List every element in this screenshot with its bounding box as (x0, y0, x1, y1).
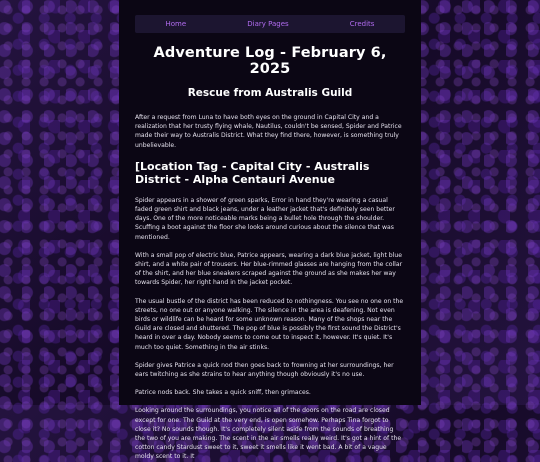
story-paragraph: With a small pop of electric blue, Patrice appears, wearing a dark blue jacket, light blue shirt, and a white pair of trousers. Her blue-rimmed glasses are hanging from the collar of the shirt, and her blue sneakers scraped against the ground as she makes her way towards Spider, her right hand in the jacket pocket. (135, 251, 403, 287)
nav-link-credits[interactable]: Credits (349, 20, 375, 28)
page-title: Adventure Log - February 6, 2025 (153, 45, 387, 77)
nav-link-diary-pages[interactable]: Diary Pages (247, 20, 289, 28)
page-subtitle: Rescue from Australis Guild (187, 87, 353, 99)
top-nav (135, 15, 405, 33)
story-paragraph: The usual bustle of the district has been reduced to nothingness. You see no one on the streets, no one out or anyone walking. The silence in the area is deafening. Not even birds or wildlife can be heard for some unknown reason. Many of the shops near the Guild are closed and shuttered. The pop of blue is possibly the first sound the District's heard in over a day. Nobody seems to come out to inspect it, however. It's quiet. It's much too quiet. Something in the air stinks. (135, 297, 404, 351)
story-paragraph: Spider gives Patrice a quick nod then goes back to frowning at her surroundings, her ears twitching as she strains to hear anything though obviously it's no use. (135, 361, 394, 379)
story-paragraph: Spider appears in a shower of green sparks, Error in hand they're wearing a casual faded green shirt and black jeans, under a leather jacket that's definitely seen better days. One of the more noticeable marks being a bullet hole through the shoulder. Scuffing a boot against the floor she looks around curious about the silence that was mentioned. (135, 196, 395, 241)
story-paragraph: Patrice nods back. She takes a quick sniff, then grimaces. (135, 389, 311, 397)
intro-paragraph: After a request from Luna to have both eyes on the ground in Capital City and a realization that her trusty flying whale, Nautilus, couldn't be sensed, Spider and Patrice made their way to Australis District. What they find there, however, is something truly unbelievable. (135, 114, 402, 149)
location-tag-heading: [Location Tag - Capital City - Australis District - Alpha Centauri Avenue (135, 159, 370, 186)
story-paragraph: Looking around the surroundings, you notice all of the doors on the road are closed except for one. The Guild at the very end, is open somehow. Perhaps Tina forgot to close it? No sounds though. It's completely silent aside from the sounds of breathing the two of you are making. The scent in the air smells really weird. It's got a hint of the cotton candy Stardust sweet to it, sweet it smells like it went bad. A bit of a vague moldy scent to it. It (135, 407, 402, 461)
nav-link-home[interactable]: Home (165, 20, 187, 28)
content-column (119, 0, 421, 461)
